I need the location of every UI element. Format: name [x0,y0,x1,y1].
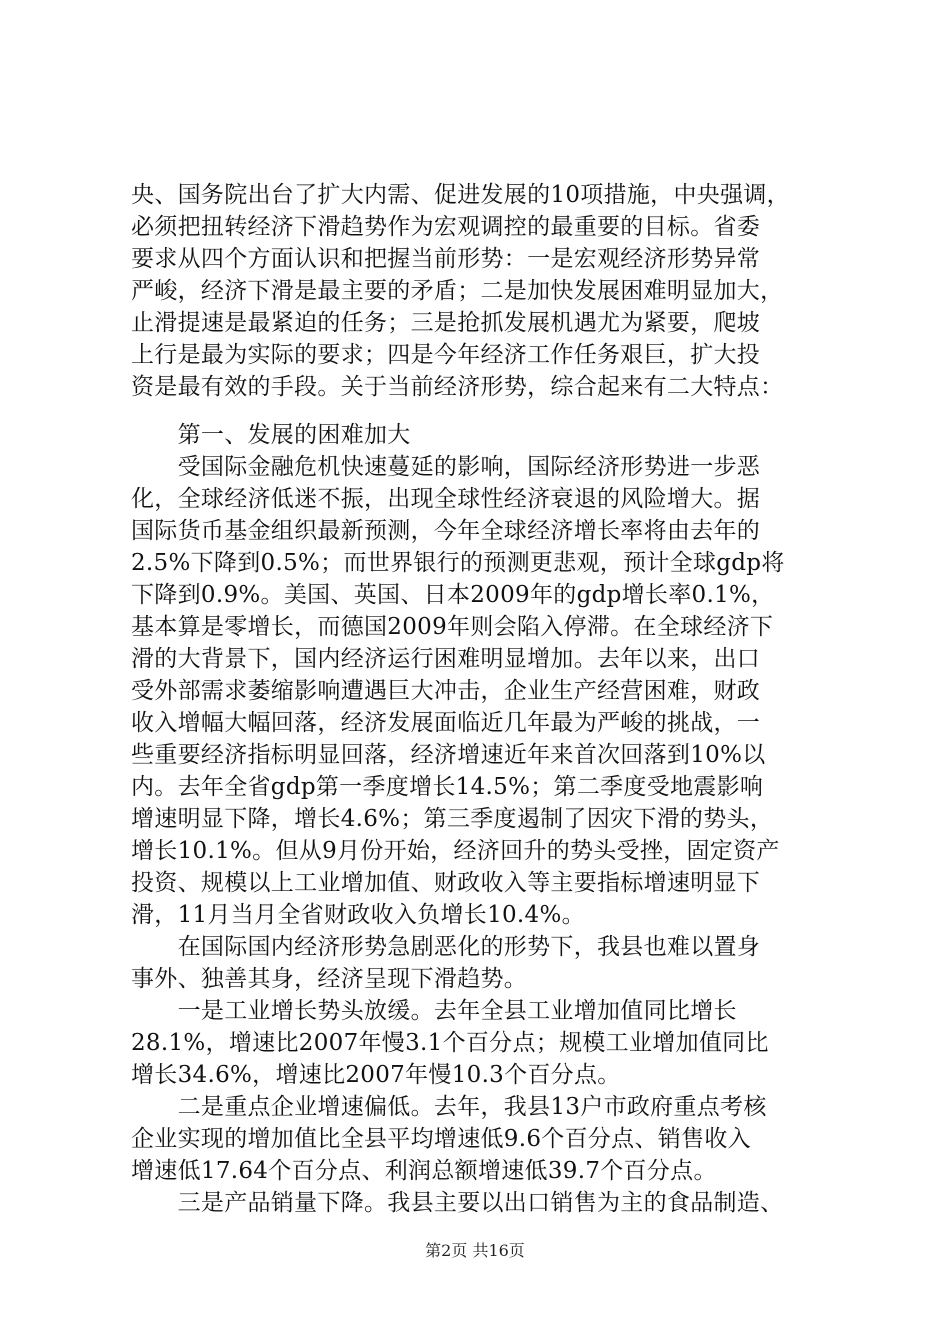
text-line: 央、国务院出台了扩大内需、促进发展的10项措施，中央强调， [131,182,790,208]
text-line: 严峻，经济下滑是最主要的矛盾；二是加快发展困难明显加大， [131,278,784,304]
text-line: 些重要经济指标明显回落，经济增速近年来首次回落到10%以 [131,742,766,768]
text-line: 上行是最为实际的要求；四是今年经济工作任务艰巨，扩大投 [131,342,761,368]
text-line: 化，全球经济低迷不振，出现全球性经济衰退的风险增大。据 [131,486,761,512]
text-line: 收入增幅大幅回落，经济发展面临近几年最为严峻的挑战，一 [131,710,761,736]
paragraph-industry-growth [131,995,851,1091]
heading-line: 第一、发展的困难加大 [131,422,411,448]
text-line: 增速明显下降，增长4.6%；第三季度遏制了因灾下滑的势头， [131,806,774,832]
section-heading [131,419,851,451]
paragraph-intro [131,179,851,403]
paragraph-global-economy [131,451,851,931]
text-line: 增长10.1%。但从9月份开始，经济回升的势头受挫，固定资产 [131,838,780,864]
text-line: 2.5%下降到0.5%；而世界银行的预测更悲观，预计全球gdp将 [131,550,785,576]
text-line: 下降到0.9%。美国、英国、日本2009年的gdp增长率0.1%， [131,582,775,608]
text-line: 三是产品销量下降。我县主要以出口销售为主的食品制造、 [131,1190,784,1216]
text-line: 投资、规模以上工业增加值、财政收入等主要指标增速明显下 [131,870,761,896]
text-line: 一是工业增长势头放缓。去年全县工业增加值同比增长 [131,998,737,1024]
text-line: 在国际国内经济形势急剧恶化的形势下，我县也难以置身 [131,934,761,960]
text-line: 受国际金融危机快速蔓延的影响，国际经济形势进一步恶 [131,454,761,480]
text-line: 要求从四个方面认识和把握当前形势：一是宏观经济形势异常 [131,246,761,272]
paragraph-product-sales [131,1187,851,1219]
text-line: 止滑提速是最紧迫的任务；三是抢抓发展机遇尤为紧要，爬坡 [131,310,761,336]
text-line: 滑的大背景下，国内经济运行困难明显增加。去年以来，出口 [131,646,761,672]
text-line: 二是重点企业增速偏低。去年，我县13户市政府重点考核 [131,1094,767,1120]
paragraph-key-enterprises [131,1091,851,1187]
text-line: 国际货币基金组织最新预测，今年全球经济增长率将由去年的 [131,518,761,544]
text-line: 企业实现的增加值比全县平均增速低9.6个百分点、销售收入 [131,1126,751,1152]
text-line: 必须把扭转经济下滑趋势作为宏观调控的最重要的目标。省委 [131,214,761,240]
text-line: 受外部需求萎缩影响遭遇巨大冲击，企业生产经营困难，财政 [131,678,761,704]
text-line: 基本算是零增长，而德国2009年则会陷入停滞。在全球经济下 [131,614,774,640]
text-line: 事外、独善其身，经济呈现下滑趋势。 [131,966,528,992]
paragraph-county-situation [131,931,851,995]
text-line: 增速低17.64个百分点、利润总额增速低39.7个百分点。 [131,1158,717,1184]
text-line: 28.1%，增速比2007年慢3.1个百分点；规模工业增加值同比 [131,1030,769,1056]
text-line: 资是最有效的手段。关于当前经济形势，综合起来有二大特点： [131,374,784,400]
text-line: 内。去年全省gdp第一季度增长14.5%；第二季度受地震影响 [131,774,764,800]
page-footer: 第2页 共16页 [425,1241,525,1260]
text-line: 增长34.6%，增速比2007年慢10.3个百分点。 [131,1062,621,1088]
text-line: 滑，11月当月全省财政收入负增长10.4%。 [131,902,585,928]
